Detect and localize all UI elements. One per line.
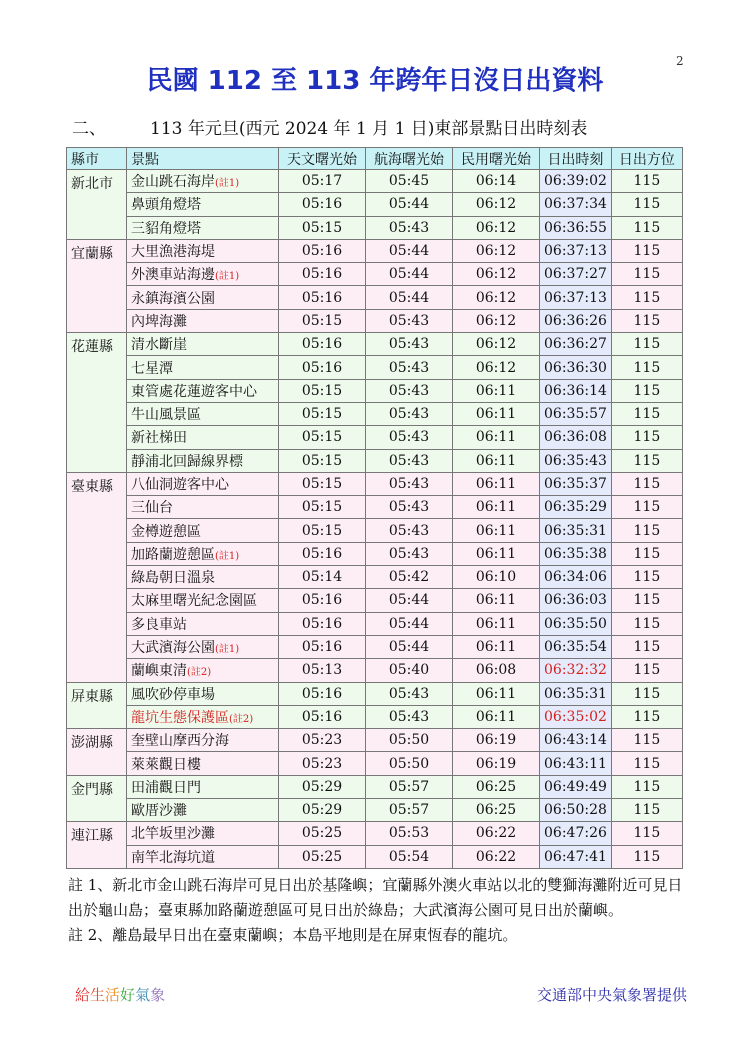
spot-cell [127,426,279,449]
spot-cell [127,519,279,542]
spot-cell [127,822,279,845]
sunrise-cell: 06:47:26 [540,822,612,845]
sunrise-cell: 06:49:49 [540,775,612,798]
nautical-cell: 05:50 [366,752,453,775]
county-cell: 宜蘭縣 [67,239,127,332]
nautical-cell: 05:43 [366,472,453,495]
county-cell: 屏東縣 [67,682,127,729]
table-row [67,193,683,216]
table-row [67,659,683,682]
table-row [67,472,683,495]
sunrise-cell: 06:35:31 [540,519,612,542]
azimuth-cell: 115 [611,496,682,519]
sunrise-cell: 06:37:27 [540,263,612,286]
azimuth-cell: 115 [611,542,682,565]
astronomical-cell: 05:29 [279,775,366,798]
spot-cell [127,775,279,798]
spot-cell [127,589,279,612]
spot-name: 靜浦北回歸線界標 [131,453,243,470]
civil-cell: 06:12 [453,333,540,356]
slogan-char: 氣 [135,986,151,1004]
spot-cell [127,566,279,589]
azimuth-cell: 115 [611,263,682,286]
nautical-cell: 05:43 [366,379,453,402]
note-ref: (註1) [215,271,240,283]
nautical-cell: 05:44 [366,286,453,309]
azimuth-cell: 115 [611,822,682,845]
nautical-cell: 05:43 [366,542,453,565]
azimuth-cell: 115 [611,729,682,752]
astronomical-cell: 05:15 [279,426,366,449]
azimuth-cell: 115 [611,402,682,425]
nautical-cell: 05:43 [366,356,453,379]
table-row [67,239,683,262]
sunrise-cell: 06:37:13 [540,239,612,262]
nautical-cell: 05:43 [366,449,453,472]
spot-name: 綠島朝日溫泉 [131,570,215,587]
sunrise-cell: 06:47:41 [540,845,612,868]
table-row [67,822,683,845]
spot-cell [127,216,279,239]
civil-cell: 06:11 [453,379,540,402]
table-row [67,775,683,798]
slogan [75,984,165,1005]
table-row [67,845,683,868]
nautical-cell: 05:43 [366,519,453,542]
sunrise-cell: 06:35:54 [540,635,612,658]
sunrise-cell: 06:39:02 [540,170,612,193]
sunrise-cell: 06:36:30 [540,356,612,379]
astronomical-cell: 05:16 [279,612,366,635]
table-row [67,682,683,705]
azimuth-cell: 115 [611,286,682,309]
sunrise-cell: 06:35:50 [540,612,612,635]
spot-name: 多良車站 [131,616,187,633]
header-azimuth: 日出方位 [611,148,682,170]
azimuth-cell: 115 [611,239,682,262]
spot-cell [127,309,279,332]
astronomical-cell: 05:15 [279,472,366,495]
azimuth-cell: 115 [611,379,682,402]
sunrise-cell: 06:35:38 [540,542,612,565]
sunrise-cell: 06:36:55 [540,216,612,239]
nautical-cell: 05:40 [366,659,453,682]
sunrise-cell: 06:43:11 [540,752,612,775]
table-row [67,566,683,589]
astronomical-cell: 05:15 [279,402,366,425]
header-county: 縣市 [67,148,127,170]
table-row [67,799,683,822]
astronomical-cell: 05:25 [279,822,366,845]
astronomical-cell: 05:14 [279,566,366,589]
civil-cell: 06:12 [453,193,540,216]
astronomical-cell: 05:15 [279,379,366,402]
civil-cell: 06:11 [453,472,540,495]
astronomical-cell: 05:16 [279,682,366,705]
spot-name: 牛山風景區 [131,407,201,424]
header-nautical: 航海曙光始 [366,148,453,170]
spot-name: 龍坑生態保護區 [131,709,229,726]
spot-cell [127,449,279,472]
astronomical-cell: 05:16 [279,356,366,379]
spot-cell [127,333,279,356]
astronomical-cell: 05:29 [279,799,366,822]
county-cell: 金門縣 [67,775,127,822]
table-row [67,170,683,193]
astronomical-cell: 05:15 [279,216,366,239]
civil-cell: 06:08 [453,659,540,682]
azimuth-cell: 115 [611,170,682,193]
spot-cell [127,170,279,193]
civil-cell: 06:14 [453,170,540,193]
sunrise-cell: 06:36:27 [540,333,612,356]
spot-cell [127,612,279,635]
spot-name: 三仙台 [131,500,173,517]
azimuth-cell: 115 [611,845,682,868]
spot-cell [127,682,279,705]
civil-cell: 06:11 [453,426,540,449]
astronomical-cell: 05:15 [279,449,366,472]
spot-cell [127,635,279,658]
county-cell: 連江縣 [67,822,127,869]
civil-cell: 06:12 [453,239,540,262]
nautical-cell: 05:57 [366,799,453,822]
nautical-cell: 05:43 [366,705,453,728]
sunrise-cell: 06:35:29 [540,496,612,519]
civil-cell: 06:12 [453,309,540,332]
civil-cell: 06:11 [453,635,540,658]
header-spot: 景點 [127,148,279,170]
spot-name: 內埤海灘 [131,313,187,330]
table-row [67,612,683,635]
nautical-cell: 05:53 [366,822,453,845]
civil-cell: 06:19 [453,752,540,775]
nautical-cell: 05:43 [366,216,453,239]
azimuth-cell: 115 [611,216,682,239]
astronomical-cell: 05:16 [279,193,366,216]
civil-cell: 06:11 [453,612,540,635]
note-ref: (註2) [229,713,254,725]
note-ref: (註1) [215,644,240,656]
credit: 交通部中央氣象署提供 [536,986,687,1004]
azimuth-cell: 115 [611,775,682,798]
sunrise-cell: 06:36:08 [540,426,612,449]
spot-cell [127,379,279,402]
table-row [67,589,683,612]
civil-cell: 06:25 [453,799,540,822]
note-ref: (註1) [215,550,240,562]
civil-cell: 06:12 [453,286,540,309]
header-civil: 民用曙光始 [453,148,540,170]
sunrise-cell: 06:34:06 [540,566,612,589]
sunrise-cell: 06:35:31 [540,682,612,705]
table-row [67,309,683,332]
civil-cell: 06:25 [453,775,540,798]
table-row [67,333,683,356]
spot-name: 田浦觀日門 [131,779,201,796]
spot-name: 北竿坂里沙灘 [131,826,215,843]
sunrise-cell: 06:43:14 [540,729,612,752]
spot-cell [127,542,279,565]
table-row [67,356,683,379]
sunrise-cell: 06:36:14 [540,379,612,402]
nautical-cell: 05:44 [366,263,453,286]
spot-cell [127,263,279,286]
spot-cell [127,286,279,309]
civil-cell: 06:11 [453,496,540,519]
nautical-cell: 05:44 [366,193,453,216]
azimuth-cell: 115 [611,799,682,822]
astronomical-cell: 05:15 [279,309,366,332]
civil-cell: 06:12 [453,216,540,239]
spot-name: 奎壁山摩西分海 [131,733,229,750]
astronomical-cell: 05:23 [279,752,366,775]
azimuth-cell: 115 [611,682,682,705]
note-2: 註 2、離島最早日出在臺東蘭嶼；本島平地則是在屏東恆春的龍坑。 [68,926,518,944]
slogan-char: 生 [90,986,106,1004]
sunrise-cell: 06:36:03 [540,589,612,612]
nautical-cell: 05:43 [366,333,453,356]
section-subtitle [72,114,587,139]
civil-cell: 06:11 [453,682,540,705]
azimuth-cell: 115 [611,705,682,728]
spot-name: 新社梯田 [131,430,187,447]
table-row [67,519,683,542]
astronomical-cell: 05:16 [279,333,366,356]
civil-cell: 06:11 [453,589,540,612]
table-row [67,729,683,752]
spot-cell [127,472,279,495]
table-row [67,496,683,519]
spot-cell [127,239,279,262]
sunrise-cell: 06:37:34 [540,193,612,216]
azimuth-cell: 115 [611,333,682,356]
spot-cell [127,799,279,822]
spot-name: 歐厝沙灘 [131,803,187,820]
slogan-char: 象 [150,986,166,1004]
spot-cell [127,402,279,425]
civil-cell: 06:11 [453,449,540,472]
note-ref: (註1) [215,178,240,190]
civil-cell: 06:22 [453,822,540,845]
sunrise-cell: 06:35:43 [540,449,612,472]
section-title: 113 年元旦(西元 2024 年 1 月 1 日)東部景點日出時刻表 [150,119,588,139]
county-cell: 臺東縣 [67,472,127,682]
table-row [67,635,683,658]
note-1: 註 1、新北市金山跳石海岸可見日出於基隆嶼；宜蘭縣外澳火車站以北的雙獅海灘附近可見日出於龜山島；臺東縣加路蘭遊憩區可見日出於綠島；大武濱海公園可見日出於蘭嶼。 [68,876,683,919]
azimuth-cell: 115 [611,659,682,682]
spot-name: 永鎮海濱公園 [131,290,215,307]
nautical-cell: 05:43 [366,402,453,425]
nautical-cell: 05:54 [366,845,453,868]
spot-name: 七星潭 [131,360,173,377]
spot-name: 金山跳石海岸 [131,174,215,191]
nautical-cell: 05:43 [366,309,453,332]
spot-name: 太麻里曙光紀念園區 [131,593,257,610]
spot-name: 金樽遊憩區 [131,523,201,540]
page-title: 民國 112 至 113 年跨年日沒日出資料 [146,66,604,96]
astronomical-cell: 05:23 [279,729,366,752]
slogan-char: 好 [120,986,136,1004]
civil-cell: 06:11 [453,705,540,728]
spot-name: 三貂角燈塔 [131,220,201,237]
slogan-char: 活 [105,986,121,1004]
header-astronomical: 天文曙光始 [279,148,366,170]
civil-cell: 06:11 [453,402,540,425]
table-header-row [67,148,683,170]
azimuth-cell: 115 [611,449,682,472]
civil-cell: 06:19 [453,729,540,752]
spot-cell [127,356,279,379]
spot-name: 南竿北海坑道 [131,849,215,866]
astronomical-cell: 05:25 [279,845,366,868]
spot-cell [127,752,279,775]
sunrise-table [66,147,683,869]
astronomical-cell: 05:16 [279,589,366,612]
civil-cell: 06:10 [453,566,540,589]
azimuth-cell: 115 [611,635,682,658]
nautical-cell: 05:44 [366,239,453,262]
county-cell: 花蓮縣 [67,333,127,473]
table-row [67,263,683,286]
nautical-cell: 05:50 [366,729,453,752]
nautical-cell: 05:57 [366,775,453,798]
spot-name: 八仙洞遊客中心 [131,477,229,493]
spot-name: 大里漁港海堤 [131,244,215,261]
nautical-cell: 05:43 [366,426,453,449]
table-row [67,216,683,239]
nautical-cell: 05:44 [366,635,453,658]
spot-name: 蘭嶼東清 [131,663,187,680]
nautical-cell: 05:44 [366,589,453,612]
astronomical-cell: 05:17 [279,170,366,193]
sunrise-cell: 06:35:37 [540,472,612,495]
nautical-cell: 05:42 [366,566,453,589]
astronomical-cell: 05:13 [279,659,366,682]
sunrise-cell: 06:36:26 [540,309,612,332]
azimuth-cell: 115 [611,752,682,775]
spot-name: 外澳車站海邊 [131,267,215,284]
spot-cell [127,193,279,216]
sunrise-cell: 06:32:32 [540,659,612,682]
nautical-cell: 05:43 [366,496,453,519]
azimuth-cell: 115 [611,356,682,379]
notes [68,873,688,948]
astronomical-cell: 05:16 [279,705,366,728]
astronomical-cell: 05:16 [279,286,366,309]
spot-name: 東管處花蓮遊客中心 [131,383,257,400]
spot-name: 萊萊觀日樓 [131,756,201,773]
spot-cell [127,496,279,519]
section-number: 二、 [72,119,106,139]
sunrise-cell: 06:50:28 [540,799,612,822]
table-row [67,426,683,449]
note-ref: (註2) [187,667,212,679]
county-cell: 澎湖縣 [67,729,127,776]
azimuth-cell: 115 [611,193,682,216]
header-sunrise: 日出時刻 [540,148,612,170]
azimuth-cell: 115 [611,519,682,542]
spot-name: 加路蘭遊憩區 [131,546,215,563]
spot-cell [127,705,279,728]
astronomical-cell: 05:15 [279,496,366,519]
nautical-cell: 05:44 [366,612,453,635]
astronomical-cell: 05:15 [279,519,366,542]
sunrise-cell: 06:37:13 [540,286,612,309]
spot-cell [127,845,279,868]
astronomical-cell: 05:16 [279,239,366,262]
sunrise-cell: 06:35:02 [540,705,612,728]
table-row [67,449,683,472]
azimuth-cell: 115 [611,612,682,635]
civil-cell: 06:12 [453,356,540,379]
azimuth-cell: 115 [611,426,682,449]
spot-name: 風吹砂停車場 [131,686,215,703]
table-row [67,286,683,309]
table-row [67,379,683,402]
astronomical-cell: 05:16 [279,263,366,286]
civil-cell: 06:11 [453,542,540,565]
spot-cell [127,659,279,682]
spot-cell [127,729,279,752]
slogan-char: 給 [75,986,91,1004]
civil-cell: 06:12 [453,263,540,286]
sunrise-cell: 06:35:57 [540,402,612,425]
spot-name: 清水斷崖 [131,337,187,354]
nautical-cell: 05:43 [366,682,453,705]
astronomical-cell: 05:16 [279,635,366,658]
table-row [67,752,683,775]
spot-name: 大武濱海公園 [131,640,215,657]
azimuth-cell: 115 [611,566,682,589]
spot-name: 鼻頭角燈塔 [131,197,201,214]
nautical-cell: 05:45 [366,170,453,193]
page-number: 2 [676,54,684,68]
astronomical-cell: 05:16 [279,542,366,565]
civil-cell: 06:11 [453,519,540,542]
county-cell: 新北市 [67,170,127,240]
azimuth-cell: 115 [611,472,682,495]
azimuth-cell: 115 [611,589,682,612]
table-row [67,705,683,728]
table-row [67,542,683,565]
civil-cell: 06:22 [453,845,540,868]
azimuth-cell: 115 [611,309,682,332]
table-row [67,402,683,425]
